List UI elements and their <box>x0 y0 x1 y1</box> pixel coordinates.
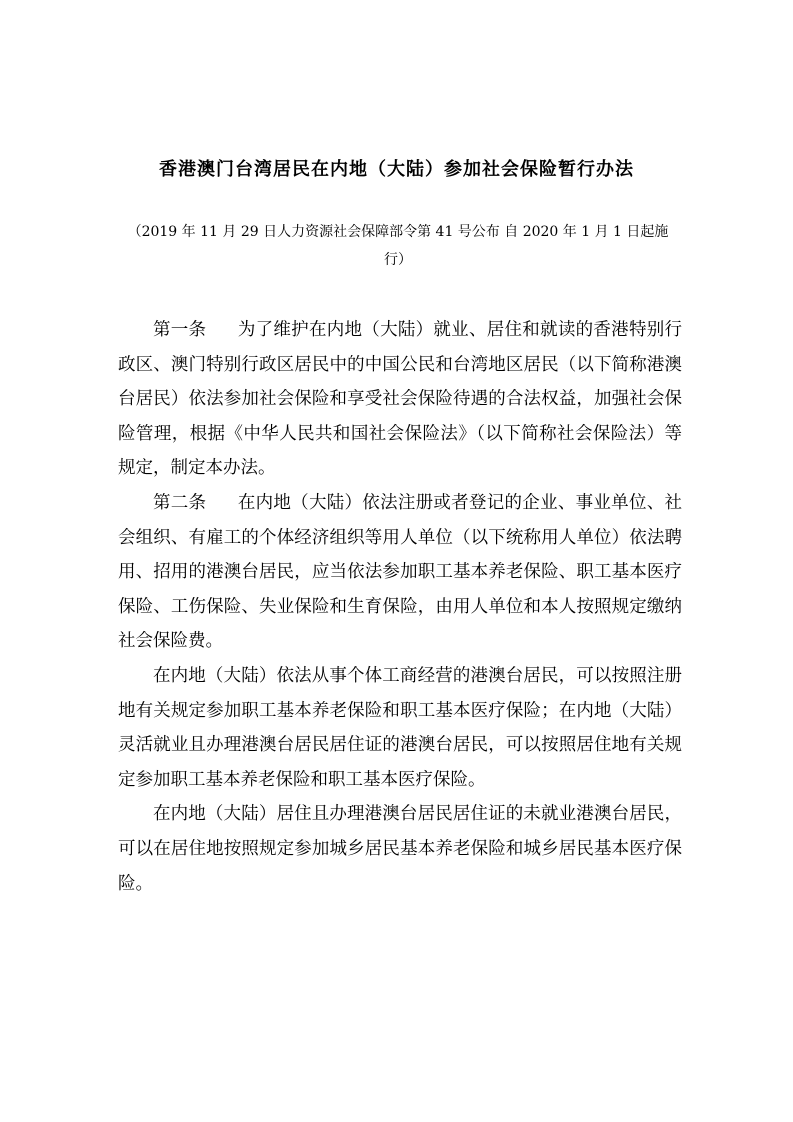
article-1 <box>118 313 682 486</box>
article-2 <box>118 486 682 659</box>
issuance-note: （2019 年 11 月 29 日人力资源社会保障部令第 41 号公布 自 2020 年 1 月 1 日起施行） <box>127 224 669 268</box>
paragraph-unemployed: 在内地（大陆）居住且办理港澳台居民居住证的未就业港澳台居民，可以在居住地按照规定参加城乡居民基本养老保险和城乡居民基本医疗保险。 <box>118 804 682 894</box>
article-2-text: 在内地（大陆）依法注册或者登记的企业、事业单位、社会组织、有雇工的个体经济组织等用人单位（以下统称用人单位）依法聘用、招用的港澳台居民，应当依法参加职工基本养老保险、职工基本医疗保险、工伤保险、失业保险和生育保险，由用人单位和本人按照规定缴纳社会保险费。 <box>118 492 683 652</box>
article-1-label: 第一条 <box>153 320 207 340</box>
article-2-label: 第二条 <box>153 492 207 513</box>
document-body <box>118 313 682 901</box>
paragraph-self-employed: 在内地（大陆）依法从事个体工商经营的港澳台居民，可以按照注册地有关规定参加职工基本养老保险和职工基本医疗保险；在内地（大陆）灵活就业且办理港澳台居民居住证的港澳台居民，可以按照居住地有关规定参加职工基本养老保险和职工基本医疗保险。 <box>118 665 682 790</box>
article-1-text: 为了维护在内地（大陆）就业、居住和就读的香港特别行政区、澳门特别行政区居民中的中国公民和台湾地区居民（以下简称港澳台居民）依法参加社会保险和享受社会保险待遇的合法权益，加强社会保险管理，根据《中华人民共和国社会保险法》（以下简称社会保险法）等规定，制定本办法。 <box>118 320 683 479</box>
document-title: 香港澳门台湾居民在内地（大陆）参加社会保险暂行办法 <box>159 159 634 180</box>
